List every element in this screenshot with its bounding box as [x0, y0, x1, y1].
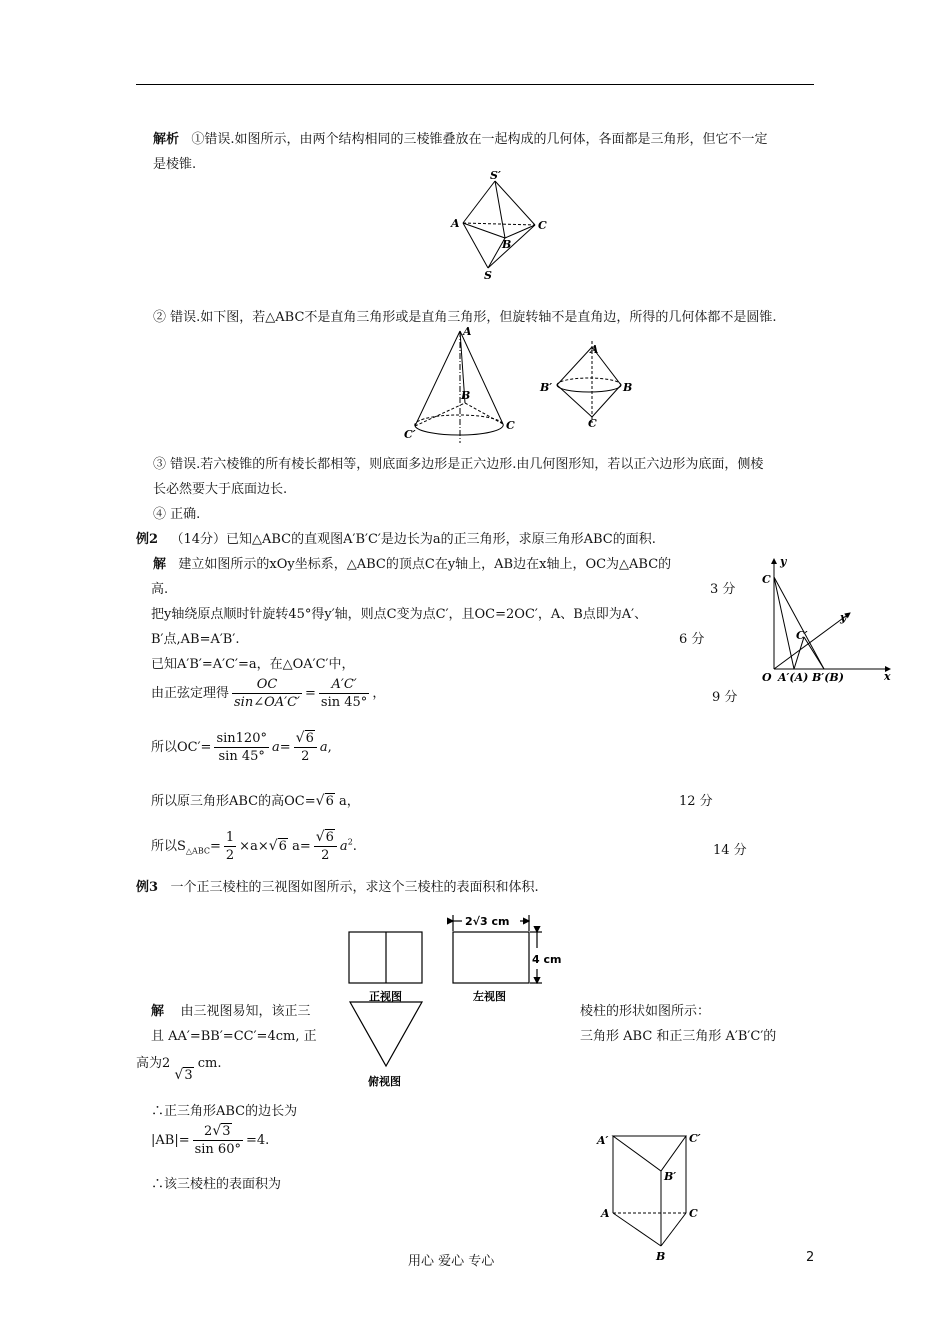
- radicand: 6: [325, 794, 334, 809]
- ex2-step7-mid: a=: [292, 839, 311, 854]
- ex2-step6-suffix: a，: [338, 794, 360, 809]
- score-9: 9 分: [712, 690, 738, 705]
- analysis-line1: [153, 128, 768, 147]
- ex2-step2b: B′点,AB=A′B′.: [151, 632, 240, 647]
- label-a-prime: A′: [597, 1134, 609, 1147]
- label-b: B: [623, 381, 633, 394]
- var-a: a: [339, 839, 348, 854]
- comma: ，: [372, 686, 386, 701]
- den: 2: [301, 749, 310, 764]
- example2-text: （14分）已知△ABC的直观图A′B′C′是边长为a的正三角形，求原三角形ABC的面积.: [170, 532, 656, 547]
- ex3-step1-right: 棱柱的形状如图所示：: [580, 1004, 711, 1019]
- ex3-step1-text: 由三视图易知，该正三: [180, 1004, 311, 1019]
- label-b-prime: B′: [540, 381, 553, 394]
- ex3-step5-suffix: =4.: [245, 1133, 270, 1148]
- label-a: A: [590, 343, 599, 356]
- radicand: 3: [184, 1068, 193, 1083]
- analysis-text1: ①错误.如图所示，由两个结构相同的三棱锥叠放在一起构成的几何体，各面都是三角形，但它不一定: [191, 132, 768, 147]
- label-b-prime: B′(B): [812, 671, 844, 684]
- three-views-figure: [340, 913, 570, 1093]
- den: sin 45°: [218, 749, 265, 764]
- top-view-label: 俯视图: [368, 1075, 401, 1088]
- radicand: 6: [305, 731, 314, 746]
- var-a: a: [319, 740, 328, 755]
- equals: =: [305, 686, 316, 701]
- ex2-step5-prefix: 所以OC′=: [151, 740, 212, 755]
- coordinate-figure: [758, 553, 898, 688]
- label-a-prime: A′(A): [778, 671, 809, 684]
- times-a: ×a×: [239, 839, 269, 854]
- ex3-step6: ∴该三棱柱的表面积为: [151, 1177, 282, 1192]
- den: 2: [321, 848, 330, 863]
- ex3-step2: 且 AA′=BB′=CC′=4cm, 正: [151, 1029, 317, 1044]
- label-o: O: [762, 671, 772, 684]
- label-b-prime: B′: [664, 1170, 677, 1183]
- ex2-step4: [151, 676, 385, 711]
- label-x: x: [884, 670, 891, 683]
- den: sin 45°: [320, 695, 368, 710]
- double-cone-figure: [537, 337, 637, 435]
- num: 1: [225, 830, 235, 845]
- fraction-sqrt6-2b: $\frac{√6}{2}$: [314, 829, 337, 864]
- den: sin 60°: [194, 1142, 241, 1157]
- label-c-prime: C′: [796, 629, 808, 642]
- den: sin∠OA′C′: [234, 695, 301, 710]
- footer-motto: 用心 爱心 专心: [408, 1254, 495, 1269]
- label-c-prime: C′: [404, 428, 416, 441]
- equals: =: [209, 839, 221, 854]
- label-c: C: [538, 219, 547, 232]
- ex2-step1-text: 建立如图所示的xOy坐标系，△ABC的顶点C在y轴上，AB边在x轴上，OC为△ABC的: [178, 557, 672, 572]
- label-c-prime: C′: [689, 1132, 701, 1145]
- coef: 2: [204, 1124, 213, 1139]
- label-s-prime: S′: [490, 169, 501, 182]
- item-4: ④ 正确.: [153, 507, 201, 522]
- item-3-line2: 长必然要大于底面边长.: [153, 482, 288, 497]
- label-a: A: [601, 1207, 610, 1220]
- label-b: B: [656, 1250, 666, 1263]
- label-a: A: [451, 217, 460, 230]
- ex3-step5: [151, 1123, 269, 1158]
- ex3-step5-prefix: |AB|=: [151, 1133, 190, 1148]
- radicand: 6: [278, 839, 287, 854]
- ex2-step7-prefix: 所以S: [151, 839, 186, 854]
- num: OC: [232, 676, 302, 694]
- ex2-step7: 所以$S_{\triangle ABC}=$ $\frac{1}{2}$ ×a×√6 a= $\frac{√6}{2}$ $a^2$.: [151, 829, 357, 863]
- score-14: 14 分: [713, 843, 747, 858]
- side-view-label: 左视图: [473, 990, 506, 1003]
- ex2-step1: [153, 553, 671, 572]
- num: sin120°: [216, 731, 267, 746]
- period: .: [352, 839, 357, 854]
- ex2-step3: 已知A′B′=A′C′=a，在△OA′C′中，: [151, 657, 355, 672]
- prism-figure: [593, 1128, 713, 1263]
- ex3-step3-prefix: 高为2: [136, 1056, 171, 1071]
- label-c: C: [588, 417, 597, 430]
- ex3-step4: ∴正三角形ABC的边长为: [151, 1104, 298, 1119]
- label-y-prime: y′: [840, 611, 850, 624]
- ex3-step1: [151, 1000, 311, 1019]
- front-view-label: 正视图: [369, 990, 402, 1003]
- ex3-step2-right: 三角形 ABC 和正三角形 A′B′C′的: [580, 1029, 777, 1044]
- double-pyramid-figure: [445, 168, 555, 284]
- radicand: 6: [325, 830, 334, 845]
- item-2: ② 错误.如下图，若△ABC不是直角三角形或是直角三角形，但旋转轴不是直角边，所得的几何体都不是圆锥.: [153, 310, 777, 325]
- ex2-step6-prefix: 所以原三角形ABC的高OC=: [151, 794, 316, 809]
- den: 2: [225, 848, 235, 863]
- fraction-sqrt6-2: $\frac{√6}{2}$: [294, 730, 317, 765]
- item-3-line1: ③ 错误.若六棱锥的所有棱长都相等，则底面多边形是正六边形.由几何图形知，若以正六边形为底面，侧棱: [153, 457, 764, 472]
- analysis-label: 解析: [153, 132, 180, 147]
- example3-label: 例3: [136, 880, 159, 895]
- example3-text: 一个正三棱柱的三视图如图所示，求这个三棱柱的表面积和体积.: [170, 880, 539, 895]
- fraction-sin120: [214, 730, 269, 765]
- equals: =: [279, 740, 291, 755]
- label-b: B: [461, 389, 471, 402]
- fraction-oc: [232, 676, 302, 711]
- score-6: 6 分: [679, 632, 705, 647]
- cone-figure: [400, 323, 525, 445]
- num: A′C′: [319, 676, 369, 694]
- width-label: 2√3 cm: [465, 915, 510, 928]
- header-rule: [136, 84, 814, 85]
- var-a: a: [271, 740, 280, 755]
- radicand: 3: [222, 1124, 231, 1139]
- label-c: C: [689, 1207, 698, 1220]
- ex2-step5: 所以OC′= $\frac{\sin 120^\circ}{\sin 45^\circ}$ a= $\frac{√6}{2}$ a,: [151, 730, 332, 764]
- label-c: C: [506, 419, 515, 432]
- label-y: y: [780, 555, 787, 568]
- ex3-step3-suffix: cm.: [197, 1056, 222, 1071]
- example3-title: [136, 876, 539, 895]
- score-3: 3 分: [710, 582, 736, 597]
- label-b: B: [502, 238, 512, 251]
- ex2-step2: 把y轴绕原点顺时针旋转45°得y′轴，则点C变为点C′，且OC=2OC′，A、B点即为A′、: [151, 607, 648, 622]
- superscript-2: 2: [347, 837, 353, 847]
- subscript-abc: △ABC: [185, 846, 210, 856]
- ex2-step1b: 高.: [151, 582, 169, 597]
- analysis-line2: 是棱锥.: [153, 157, 197, 172]
- fraction-ac: [319, 676, 369, 711]
- ex2-step6: 所以原三角形ABC的高OC=√6 a，: [151, 793, 360, 809]
- score-12: 12 分: [679, 794, 713, 809]
- example2-label: 例2: [136, 532, 159, 547]
- ex3-step3: 高为2 √3 cm.: [136, 1056, 222, 1083]
- label-s: S: [484, 269, 492, 282]
- ex2-step4-prefix: 由正弦定理得: [151, 686, 230, 701]
- ex3-solution-label: 解: [151, 1004, 165, 1019]
- label-a: A: [463, 325, 472, 338]
- fraction-2sqrt3: $\frac{2√3}{\sin 60^\circ}$: [194, 1123, 241, 1157]
- page-number: 2: [806, 1250, 815, 1265]
- ex2-solution-label: 解: [153, 557, 167, 572]
- height-label: 4 cm: [532, 953, 562, 966]
- label-c: C: [762, 573, 771, 586]
- example2-title: [136, 528, 656, 547]
- fraction-half: [224, 829, 236, 864]
